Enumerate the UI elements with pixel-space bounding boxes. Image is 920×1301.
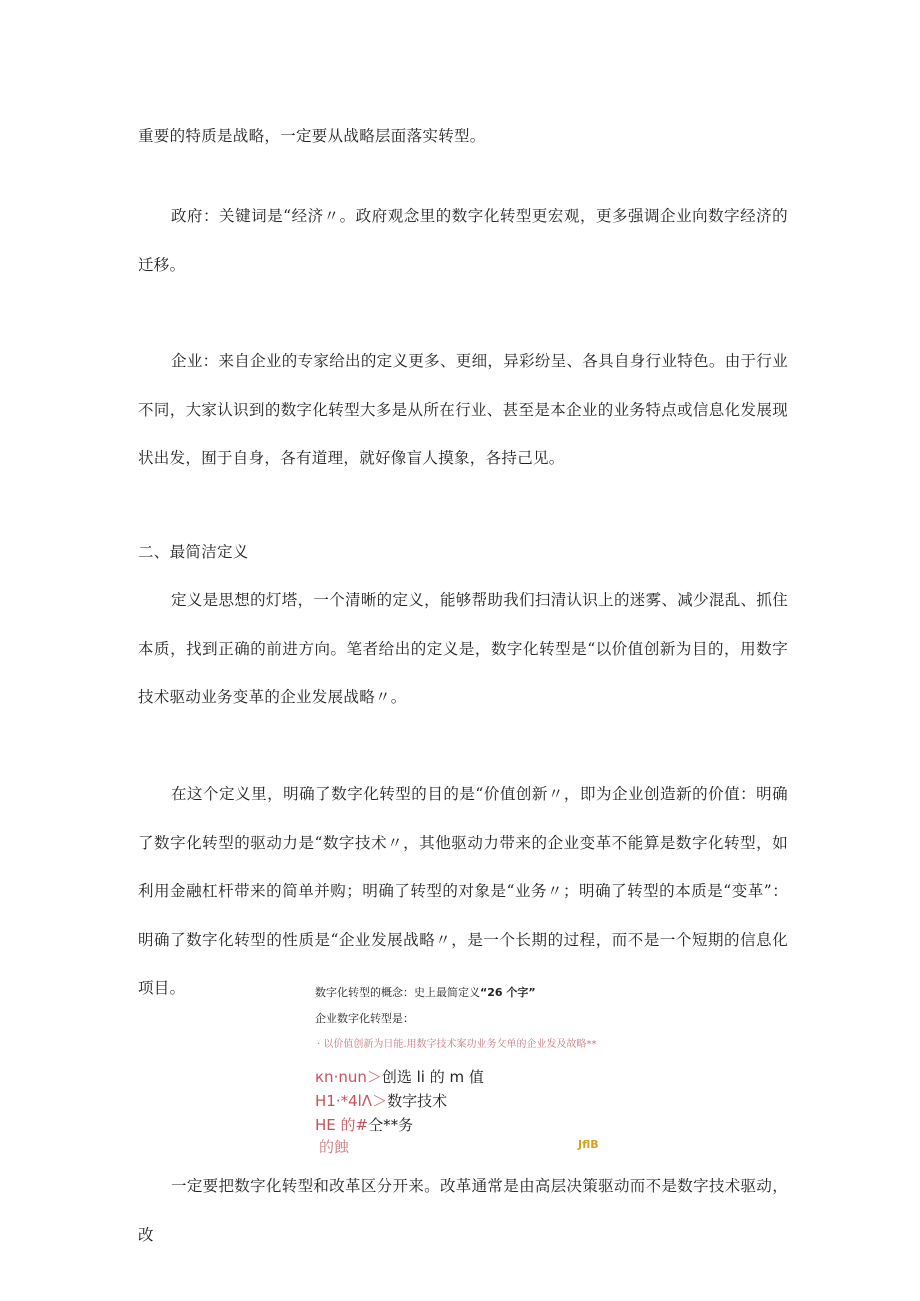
figure-title bbox=[315, 984, 536, 1000]
figure-quote: · 以价值创新为日能.用数字技术案功业务攵单的企业发及故略** bbox=[317, 1039, 597, 1050]
figure-title-highlight: “26 个字” bbox=[480, 986, 536, 999]
paragraph-reform: 一定要把数字化转型和改革区分开来。改革通常是由高层决策驱动而不是数字技术驱动，改 bbox=[138, 1177, 788, 1244]
figure-row bbox=[315, 1090, 447, 1111]
paragraph-enterprise: 企业：来自企业的专家给出的定义更多、更细，异彩纷呈、各具自身行业特色。由于行业不同，大家认识到的数字化转型大多是从所在行业、甚至是本企业的业务特点或信息化发展现状出发，囿于自身，各有道理，就好像盲人摸象，各持己见。 bbox=[138, 352, 788, 467]
figure-row bbox=[315, 1114, 413, 1135]
definition-figure bbox=[305, 978, 625, 1158]
paragraph-definition: 定义是思想的灯塔，一个清晰的定义，能够帮助我们扫清认识上的迷雾、减少混乱、抓住本质，找到正确的前进方向。笔者给出的定义是，数字化转型是“以价值创新为目的，用数字技术驱动业务变革的企业发展战略〃。 bbox=[138, 591, 788, 706]
figure-row-value: 仝**务 bbox=[368, 1116, 414, 1134]
figure-last-line: 的蝕 bbox=[319, 1138, 350, 1156]
paragraph-government: 政府：关键词是“经济〃。政府观念里的数字化转型更宏观，更多强调企业向数字经济的迁移。 bbox=[138, 207, 788, 274]
figure-row-key: HE 的# bbox=[315, 1116, 369, 1134]
figure-row bbox=[315, 1066, 484, 1087]
figure-row-value: 创选 li 的 m 值 bbox=[381, 1068, 484, 1086]
section-heading: 二、最简洁定义 bbox=[138, 543, 249, 561]
figure-logo: JflB bbox=[578, 1138, 599, 1151]
paragraph-explanation: 在这个定义里，明确了数字化转型的目的是“价值创新〃，即为企业创造新的价值：明确了数字化转型的驱动力是“数字技术〃，其他驱动力带来的企业变革不能算是数字化转型，如利用金融杠杆带来的简单并购；明确了转型的对象是“业务〃；明确了转型的本质是“变革”：明确了数字化转型的性质是“企业发展战略〃，是一个长期的过程，而不是一个短期的信息化项目。 bbox=[138, 785, 788, 997]
figure-row-key: H1·*4lΛ＞ bbox=[315, 1092, 388, 1110]
figure-title-text: 数字化转型的概念：史上最简定义 bbox=[315, 986, 480, 999]
figure-subtitle: 企业数字化转型是： bbox=[315, 1012, 414, 1025]
paragraph-strategy: 重要的特质是战略，一定要从战略层面落实转型。 bbox=[138, 127, 486, 145]
figure-row-value: 数字技术 bbox=[387, 1092, 448, 1110]
figure-row-key: кn·nun＞ bbox=[315, 1068, 382, 1086]
